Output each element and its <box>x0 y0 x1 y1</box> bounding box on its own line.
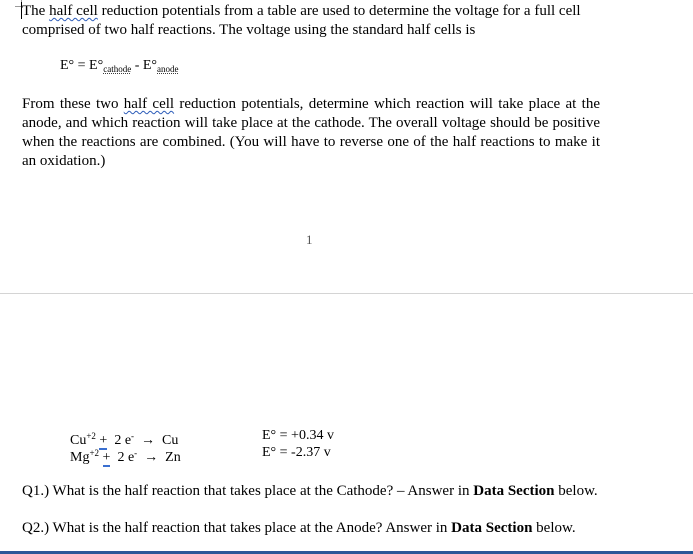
reaction-1-electron-sup: - <box>131 431 135 441</box>
formula-anode-subscript: anode <box>157 64 179 74</box>
intro-post: reduction potentials from a table are used to determine the voltage for a full cell comprised of two half reactions. The voltage using the standard half cells is <box>22 3 581 38</box>
question-1[interactable] <box>22 482 622 501</box>
intro-lead-letter: T <box>22 3 32 19</box>
question-1-tail: below. <box>554 483 598 499</box>
formula-cathode-subscript: cathode <box>103 64 132 74</box>
spellcheck-half-cell[interactable]: half cell <box>49 3 98 19</box>
reaction-1-arrow: → <box>141 433 156 448</box>
intro-pre: he <box>31 3 50 19</box>
reaction-2-potential: E° = -2.37 v <box>262 445 331 460</box>
reaction-1-ion: Cu <box>70 433 87 448</box>
formula-lhs: E° = E° <box>60 58 104 73</box>
reaction-2-product: Zn <box>165 450 181 465</box>
question-1-text: Q1.) What is the half reaction that takes place at the Cathode? – Answer in <box>22 483 474 499</box>
page-number: 1 <box>306 232 313 247</box>
question-1-bold: Data Section <box>473 483 555 499</box>
question-2-tail: below. <box>532 520 576 536</box>
reaction-2-charge: +2 <box>89 448 100 458</box>
instructions-paragraph[interactable] <box>22 95 600 171</box>
reaction-2-electrons: 2 e <box>117 450 135 465</box>
reaction-1-electrons: 2 e <box>114 433 132 448</box>
reaction-1-product: Cu <box>162 433 179 448</box>
reaction-1-charge: +2 <box>86 431 96 441</box>
instructions-pre: From these two <box>22 96 124 112</box>
reaction-2-plus: + <box>102 450 111 465</box>
reaction-2-ion: Mg <box>70 450 90 465</box>
formula-mid: - E° <box>131 58 157 73</box>
reaction-row-2 <box>70 445 181 466</box>
cell-voltage-formula <box>60 58 179 74</box>
reaction-2-arrow: → <box>144 450 159 465</box>
reaction-1-potential: E° = +0.34 v <box>262 428 334 443</box>
instructions-post: reduction potentials, determine which reaction will take place at the anode, and which reaction will take place at the cathode. The overall voltage should be positive when the reactions are combined. (You will have to reverse one of the half reactions to make it an oxidation.) <box>22 96 600 169</box>
document-page-2 <box>0 310 693 554</box>
reaction-1-plus: + <box>99 433 108 448</box>
question-2-text: Q2.) What is the half reaction that takes place at the Anode? Answer in <box>22 520 452 536</box>
question-2[interactable] <box>22 519 622 538</box>
question-2-bold: Data Section <box>451 520 533 536</box>
reaction-2-electron-sup: - <box>134 448 138 458</box>
spellcheck-half-cell-2[interactable]: half cell <box>123 96 175 112</box>
intro-paragraph[interactable] <box>22 2 600 40</box>
